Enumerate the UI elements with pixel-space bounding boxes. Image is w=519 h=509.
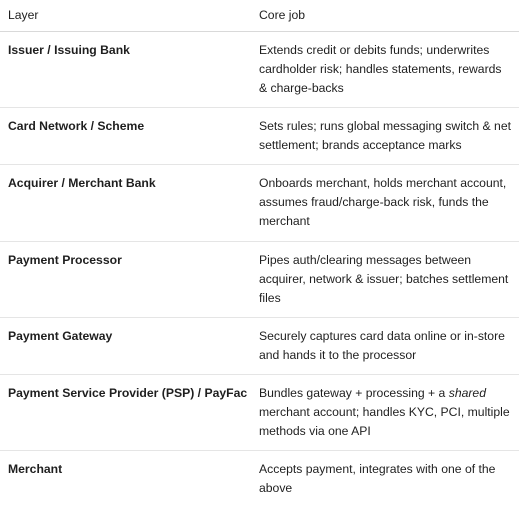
core-job-emphasis: shared	[448, 386, 486, 400]
table-row	[0, 108, 519, 165]
table-row	[0, 375, 519, 451]
layer-cell: Payment Gateway	[8, 329, 113, 343]
table-row	[0, 318, 519, 375]
core-job-text-after: merchant account; handles KYC, PCI, multiple methods via one API	[259, 405, 510, 438]
table-row	[0, 451, 519, 509]
core-job-cell: Onboards merchant, holds merchant account, assumes fraud/charge-back risk, funds the merchant	[259, 176, 507, 228]
layer-cell: Merchant	[8, 462, 63, 476]
layer-cell: Card Network / Scheme	[8, 119, 145, 133]
column-header-core-job: Core job	[259, 8, 306, 22]
core-job-cell: Securely captures card data online or in-store and hands it to the processor	[259, 329, 505, 362]
table-row	[0, 165, 519, 242]
core-job-cell	[259, 384, 519, 441]
layer-cell: Payment Processor	[8, 253, 122, 267]
table-row	[0, 242, 519, 318]
table-row	[0, 32, 519, 108]
layer-cell: Acquirer / Merchant Bank	[8, 176, 156, 190]
core-job-text-before: Bundles gateway + processing + a	[259, 386, 449, 400]
core-job-cell: Pipes auth/clearing messages between acquirer, network & issuer; batches settlement files	[259, 253, 509, 305]
core-job-cell: Accepts payment, integrates with one of the above	[259, 462, 496, 495]
column-header-layer: Layer	[8, 8, 39, 22]
layer-cell: Payment Service Provider (PSP) / PayFac	[8, 386, 248, 400]
layer-cell: Issuer / Issuing Bank	[8, 43, 130, 57]
core-job-cell: Sets rules; runs global messaging switch & net settlement; brands acceptance marks	[259, 119, 511, 152]
table-header	[0, 0, 519, 32]
core-job-cell: Extends credit or debits funds; underwrites cardholder risk; handles statements, rewards & charge-backs	[259, 43, 502, 95]
